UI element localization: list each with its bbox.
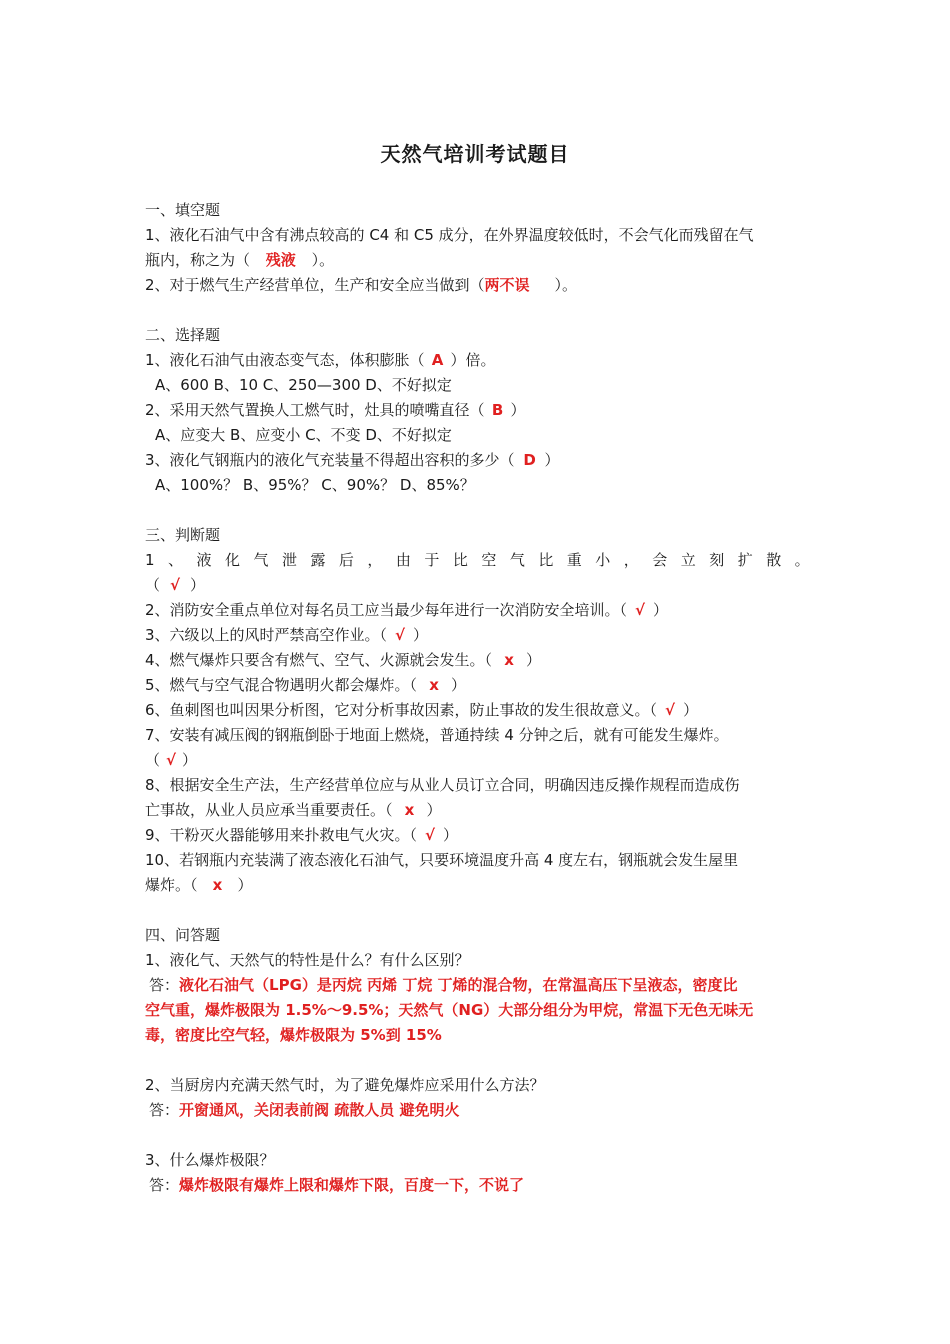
answer-check: √: [166, 751, 177, 769]
justified-char: 立: [680, 551, 696, 569]
justified-char: 泄: [281, 551, 297, 569]
answer-cross: x: [429, 676, 439, 694]
question-text: ）: [526, 651, 542, 669]
answer-label: 答：: [149, 1101, 180, 1119]
s1-q1-line2: [145, 248, 810, 273]
justified-char: 化: [224, 551, 240, 569]
page-title: 天然气培训考试题目: [380, 142, 570, 166]
answer-cross: x: [404, 801, 415, 819]
question-text: 2、对于燃气生产经营单位，生产和安全应当做到（: [145, 276, 485, 294]
question-text: ）: [443, 826, 459, 844]
justified-char: ，: [623, 551, 639, 569]
s4-q1-answer-line3: 毒，密度比空气轻，爆炸极限为 5%到 15%: [145, 1026, 442, 1044]
s3-q1-line2: [145, 573, 810, 598]
s3-q7-line1: 7、安装有减压阀的钢瓶倒卧于地面上燃烧，普通持续 4 分钟之后，就有可能发生爆炸。: [145, 726, 729, 744]
question-text: 3、六级以上的风时严禁高空作业。（: [145, 626, 388, 644]
justified-char: 。: [794, 551, 810, 569]
answer: 两不误: [484, 276, 530, 294]
question-text: ）: [544, 451, 560, 469]
justified-char: 会: [652, 551, 668, 569]
document-body: [145, 198, 810, 1198]
question-text: ）。: [554, 276, 578, 294]
answer-check: √: [170, 576, 181, 594]
answer-check: √: [395, 626, 406, 644]
s2-q3: [145, 448, 810, 473]
answer-label: 答：: [149, 1176, 180, 1194]
s2-q2-options: A、应变大 B、应变小 C、不变 D、不好拟定: [155, 426, 452, 444]
question-text: 2、消防安全重点单位对每名员工应当最少每年进行一次消防安全培训。（: [145, 601, 628, 619]
question-text: ）: [413, 626, 429, 644]
question-text: 5、燃气与空气混合物遇明火都会爆炸。（: [145, 676, 418, 694]
s4-q3: 3、什么爆炸极限？: [145, 1151, 275, 1169]
s4-q3-answer: [145, 1173, 810, 1198]
s3-q9: [145, 823, 810, 848]
s4-q2-answer: [145, 1098, 810, 1123]
s4-q1-answer-line1: [145, 973, 810, 998]
s3-q10-line2: [145, 873, 810, 898]
justified-char: 气: [253, 551, 269, 569]
question-text: ）: [683, 701, 699, 719]
s2-q2: [145, 398, 810, 423]
justified-char: 1: [145, 551, 155, 569]
justified-char: 重: [566, 551, 582, 569]
question-text: ）: [510, 401, 526, 419]
question-text: ）: [451, 676, 467, 694]
question-text: 6、鱼刺图也叫因果分析图，它对分析事故因素，防止事故的发生很故意义。（: [145, 701, 658, 719]
s3-q2: [145, 598, 810, 623]
section-heading-qa: 四、问答题: [145, 926, 221, 944]
s3-q1-line1: [145, 548, 810, 573]
question-text: 9、干粉灭火器能够用来扑救电气火灾。（: [145, 826, 418, 844]
question-text: 2、采用天然气置换人工燃气时，灶具的喷嘴直径（: [145, 401, 485, 419]
justified-char: 液: [196, 551, 212, 569]
s2-q1-options: A、600 B、10 C、250—300 D、不好拟定: [155, 376, 452, 394]
justified-char: 露: [310, 551, 326, 569]
answer-text: 爆炸极限有爆炸上限和爆炸下限，百度一下，不说了: [179, 1176, 525, 1194]
s2-q1: [145, 348, 810, 373]
s3-q5: [145, 673, 810, 698]
question-text: ）: [237, 876, 253, 894]
question-text: ）: [190, 576, 206, 594]
justified-char: 、: [168, 551, 184, 569]
s3-q6: [145, 698, 810, 723]
s3-q10-line1: 10、若钢瓶内充装满了液态液化石油气，只要环境温度升高 4 度左右，钢瓶就会发生屋里: [145, 851, 739, 869]
answer-label: 答：: [149, 976, 180, 994]
answer: B: [491, 401, 504, 419]
justified-char: 由: [395, 551, 411, 569]
justified-char: 于: [424, 551, 440, 569]
answer-check: √: [665, 701, 676, 719]
s2-q3-options: A、100%？ B、95%？ C、90%？ D、85%？: [155, 476, 475, 494]
s4-q1-answer-line2: 空气重，爆炸极限为 1.5%～9.5%；天然气（NG）大部分组分为甲烷，常温下无色无味无: [145, 1001, 754, 1019]
question-text: （: [145, 751, 161, 769]
answer-check: √: [425, 826, 436, 844]
justified-char: 后: [338, 551, 354, 569]
question-text: 瓶内，称之为（: [145, 251, 251, 269]
s3-q4: [145, 648, 810, 673]
answer-cross: x: [212, 876, 223, 894]
question-text: 1、液化石油气由液态变气态，体积膨胀（: [145, 351, 425, 369]
s4-q2: 2、当厨房内充满天然气时，为了避免爆炸应采用什么方法？: [145, 1076, 545, 1094]
question-text: （: [145, 576, 161, 594]
answer: A: [431, 351, 444, 369]
answer-text: 液化石油气（LPG）是丙烷 丙烯 丁烷 丁烯的混合物，在常温高压下呈液态，密度比: [179, 976, 738, 994]
question-text: 3、液化气钢瓶内的液化气充装量不得超出容积的多少（: [145, 451, 515, 469]
s3-q8-line2: [145, 798, 810, 823]
s3-q3: [145, 623, 810, 648]
answer: 残液: [265, 251, 296, 269]
question-text: 4、燃气爆炸只要含有燃气、空气、火源就会发生。（: [145, 651, 493, 669]
justified-char: 扩: [737, 551, 753, 569]
justified-char: 空: [481, 551, 497, 569]
answer-cross: x: [504, 651, 514, 669]
question-text: ）: [653, 601, 669, 619]
section-heading-fill-blank: 一、填空题: [145, 201, 221, 219]
section-heading-choice: 二、选择题: [145, 326, 221, 344]
s3-q7-line2: [145, 748, 810, 773]
justified-char: ，: [367, 551, 383, 569]
answer-text: 开窗通风，关闭表前阀 疏散人员 避免明火: [179, 1101, 460, 1119]
justified-char: 散: [766, 551, 782, 569]
question-text: 亡事故，从业人员应承当重要责任。（: [145, 801, 393, 819]
justified-char: 小: [595, 551, 611, 569]
s1-q1-line1: 1、液化石油气中含有沸点较高的 C4 和 C5 成分，在外界温度较低时，不会气化而残留在气: [145, 226, 754, 244]
section-heading-true-false: 三、判断题: [145, 526, 221, 544]
question-text: ）倍。: [450, 351, 496, 369]
justified-char: 气: [509, 551, 525, 569]
answer: D: [523, 451, 536, 469]
s3-q8-line1: 8、根据安全生产法，生产经营单位应与从业人员订立合同，明确因违反操作规程而造成伤: [145, 776, 740, 794]
justified-char: 刻: [709, 551, 725, 569]
answer-check: √: [635, 601, 646, 619]
question-text: ）: [182, 751, 198, 769]
question-text: ）。: [311, 251, 335, 269]
justified-char: 比: [452, 551, 468, 569]
s4-q1: 1、液化气、天然气的特性是什么？有什么区别？: [145, 951, 470, 969]
s1-q2: [145, 273, 810, 298]
justified-char: 比: [538, 551, 554, 569]
question-text: 爆炸。（: [145, 876, 198, 894]
question-text: ）: [426, 801, 442, 819]
